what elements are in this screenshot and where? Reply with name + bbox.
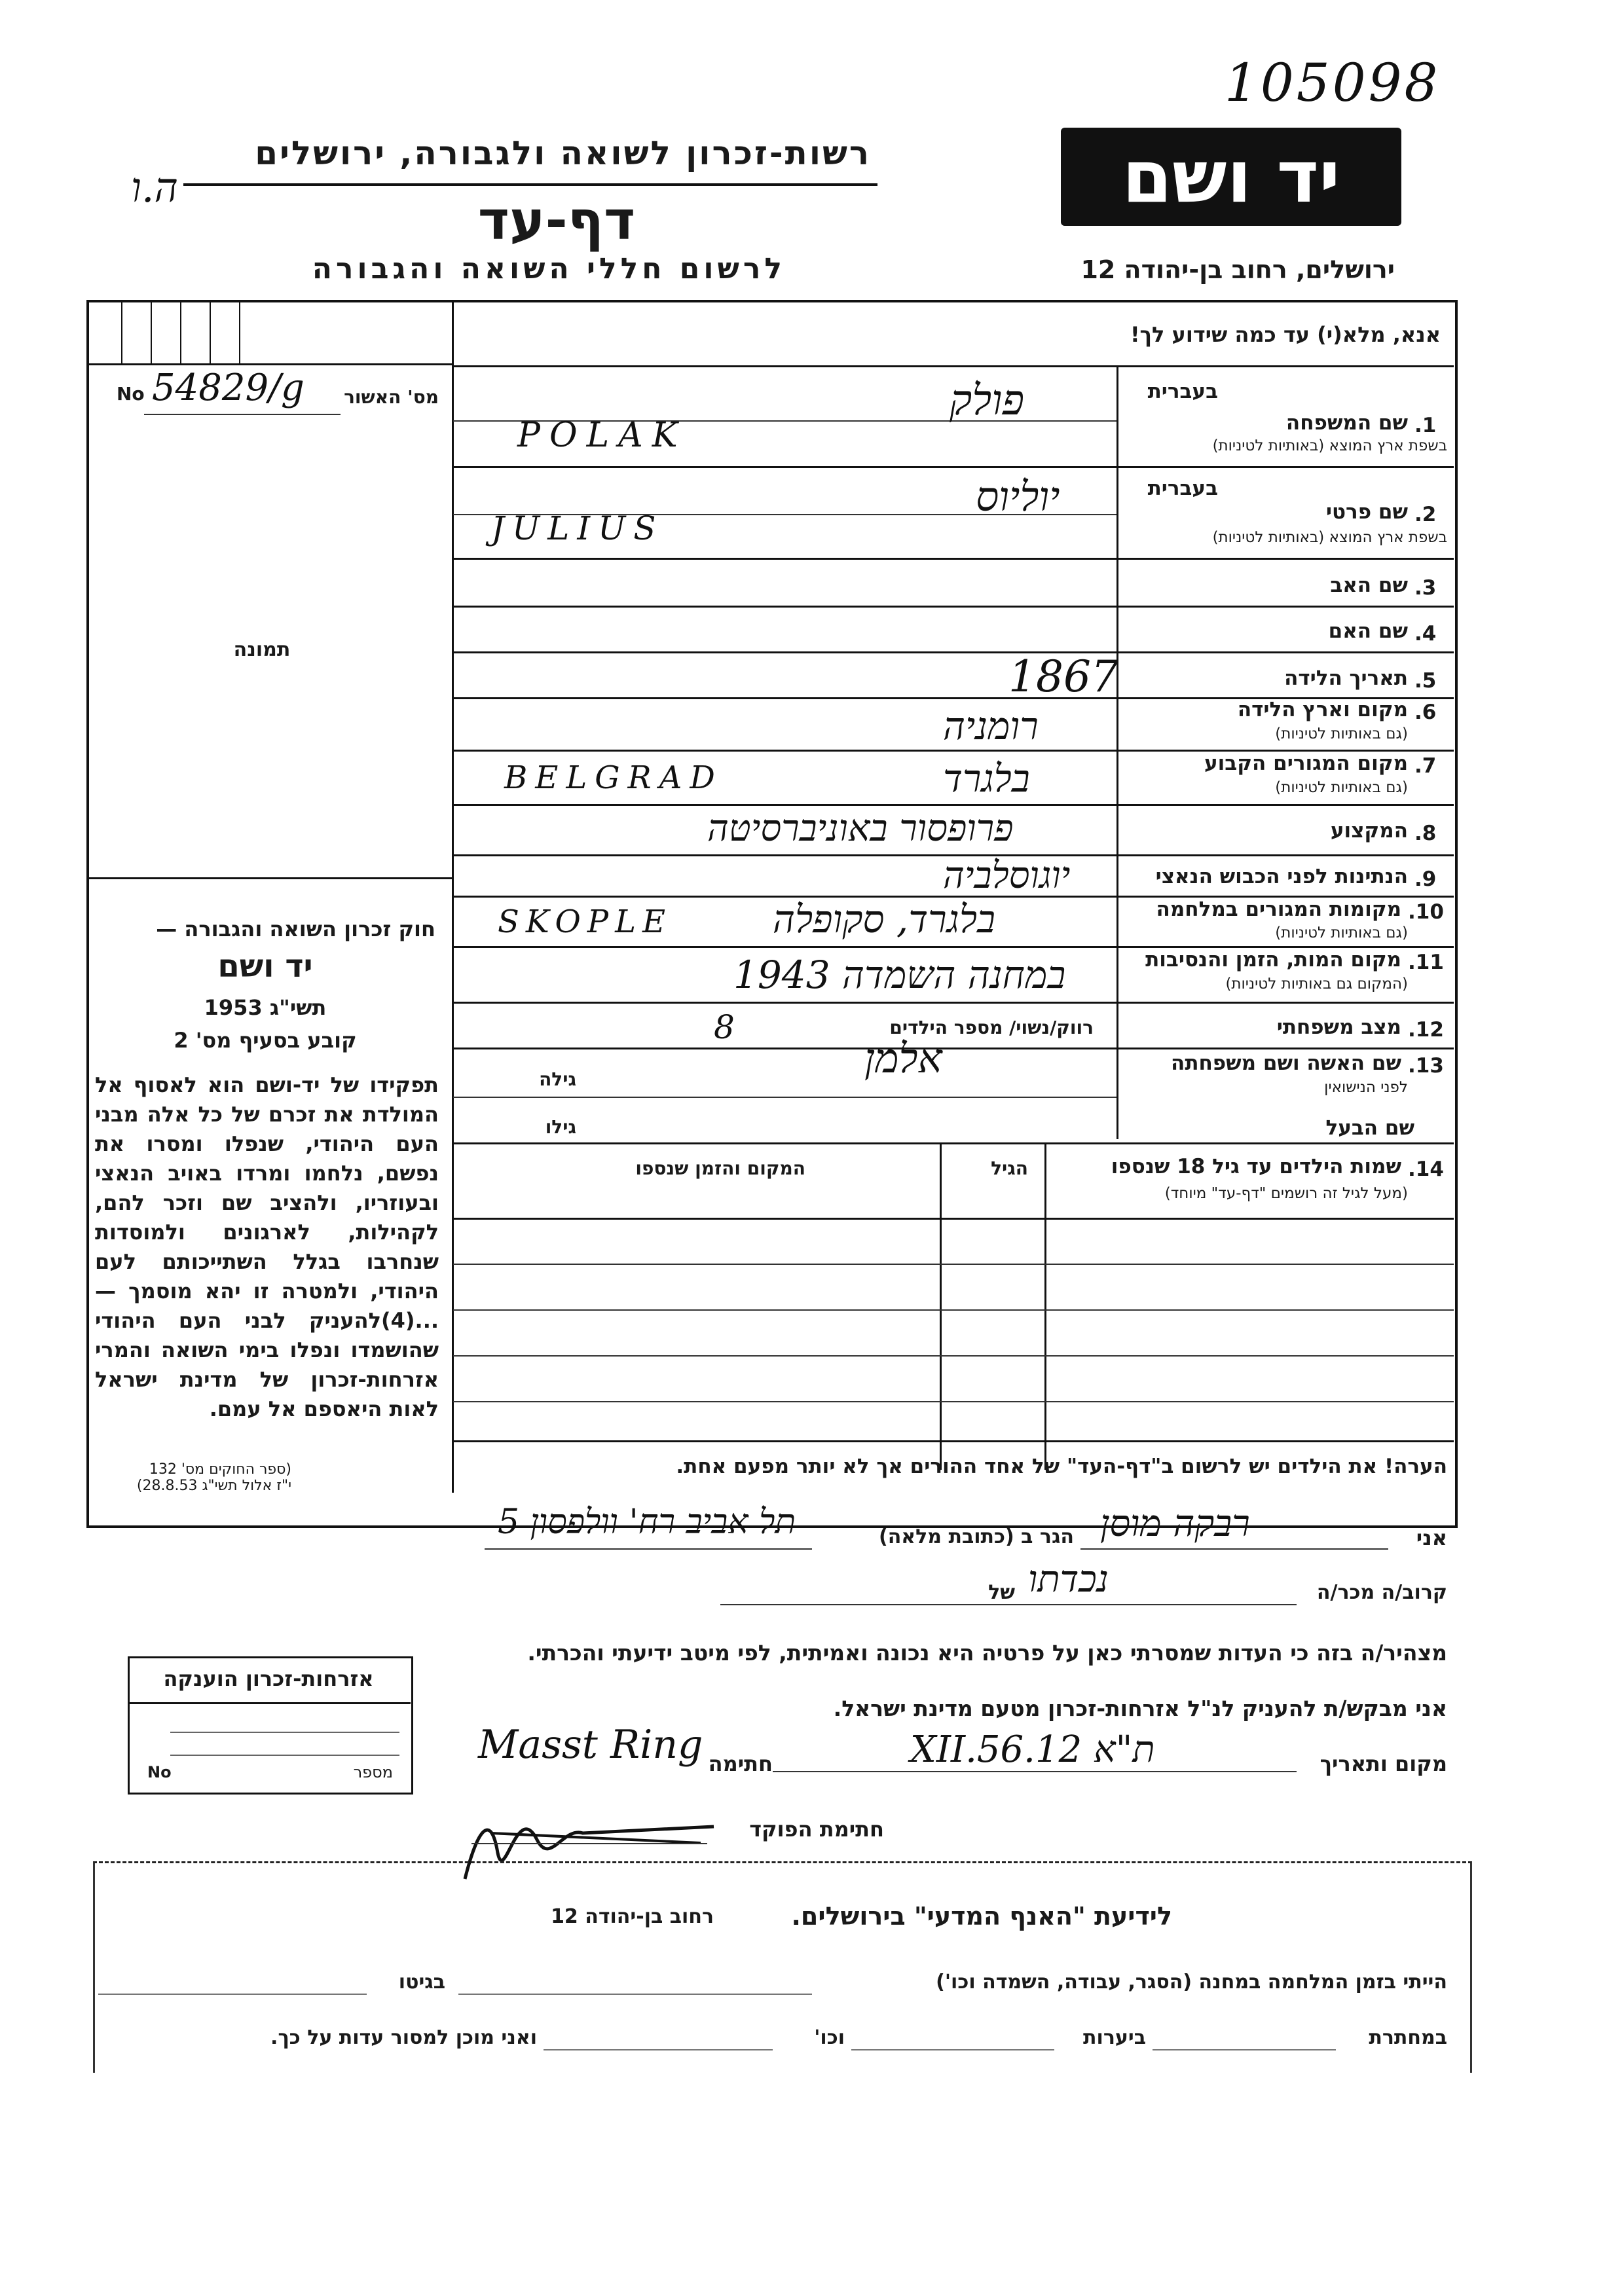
field6-value[interactable]: רומניה [943,704,1039,748]
signature-label: חתימה [708,1751,773,1776]
signature[interactable]: Masst Ring [478,1722,703,1768]
footer-underground: במחתרת [1369,2026,1447,2049]
field9-label: הנתינות לפני הכבוש הנאצי [1155,865,1408,888]
field1-label: שם המשפחה [1285,411,1408,435]
field12-options: רווק/נשוי/ מספר הילדים [889,1017,1094,1038]
footer-address: רחוב בן-יהודה 12 [551,1905,714,1928]
children-col-age: הגיל [991,1157,1028,1179]
decl-statement: מצהיר/ה בזה כי העדות שמסרתי כאן על פרטיה היא נכונה ואמיתית, לפי מיטב ידיעתי והכרתי. [527,1640,1447,1666]
header-address: ירושלים, רחוב בן-יהודה 12 [1080,255,1395,284]
yad-vashem-logo [1061,128,1401,226]
field12-label: מצב משפחתי [1276,1015,1401,1039]
decl-of-label: של [988,1581,1015,1604]
corner-mark: ה.ו [131,164,178,211]
field6-num: 6. [1414,701,1437,724]
field12-children-count[interactable]: 8 [714,1008,735,1046]
form-subtitle: לרשום חללי השואה והגבורה [312,252,786,285]
logo-text: יד ושם [1122,135,1340,219]
field14-note: (מעל לגיל זה רושמים "דף-עד" מיוחד) [1164,1185,1408,1202]
place-date-label: מקום ותאריך [1320,1751,1447,1776]
field9-value[interactable]: יוגוסלביה [943,854,1071,897]
field12-num: 12. [1408,1018,1444,1042]
field6-label: מקום וארץ הלידה [1237,698,1408,721]
footer-line1: הייתי בזמן המלחמה במחנה (הסגר, עבודה, השמדה וכו') [936,1971,1447,1994]
footer-etc: וכו' [814,2026,845,2049]
husband-label: שם הבעל [1325,1116,1414,1140]
field2-label: שם פרטי [1325,500,1408,524]
field8-num: 8. [1414,822,1437,845]
field4-num: 4. [1414,622,1437,646]
field7-note: (גם באותיות לטיניות) [1275,779,1408,796]
field1-hebrew-tag: בעברית [1147,380,1218,403]
field10-label: מקומות המגורים במלחמה [1156,898,1401,921]
field3-num: 3. [1414,576,1437,600]
footer-testimony: ואני מוכן למסור עדות על כך. [270,2026,537,2049]
officer-signature-label: חתימת הפוקד [749,1817,884,1842]
field2-hebrew-tag: בעברית [1147,477,1218,500]
law-body: תפקידו של יד-ושם הוא לאסוף אל המולדת את זכרם של כל אלה מבני העם היהודי, שנפלו ומסרו את נפשם, נלחמו ומרדו באויב הנאצי ובעוזריו, ולהציב שם וזכר להם, לקהילות, לארגונים ולמוסדות שנחרבו בגלל השתייכותם לעם היהודי, ולמטרה זו יהא מוסמך — ...(4)להעניק לבני העם היהודי שהושמדו ונפלו בימי השואה והמרי אזרחות-זכרון של מדינת ישראל לאות היאספם אל עמם. [95,1072,439,1421]
field13-label: שם האשה ושם משפחתה [1171,1051,1401,1075]
field1-num: 1. [1414,414,1437,437]
field2-value-latin[interactable]: JULIUS [491,509,664,547]
field1-value-hebrew[interactable]: פולק [950,376,1025,425]
field4-label: שם האם [1328,619,1408,643]
field13-value[interactable]: אלמן [864,1034,942,1082]
remark: הערה! את הילדים יש לרשום ב"דף-העד" של אחד ההורים אך לא יותר מפעם אחת. [676,1455,1447,1478]
place-date-value[interactable]: ת"א 12.XII.56 [910,1728,1155,1771]
law-year: תשי"ג 1953 [204,995,327,1020]
law-logo: יד ושם [217,948,313,985]
children-col-place: המקום והזמן שנספו [635,1157,805,1179]
field10-num: 10. [1408,900,1444,924]
field9-num: 9. [1414,867,1437,891]
field1-note: בשפת ארץ המוצא (באותיות לטיניות) [1212,437,1447,454]
field7-label: מקום המגורים הקבוע [1204,752,1408,775]
citizenship-number-label: מספר [353,1763,393,1781]
authority-title: רשות-זכרון לשואה ולגבורה, ירושלים [255,134,871,172]
decl-lives-label: הגר ב (כתובת מלאה) [878,1525,1074,1548]
form-title: דף-עד [477,190,636,252]
field6-note: (גם באותיות לטיניות) [1275,725,1408,742]
registration-label: מס' האשור [344,386,439,408]
citizenship-title: אזרחות-זכרון הוענקה [163,1666,374,1691]
footer-forests: ביערות [1083,2026,1146,2049]
field2-value-hebrew[interactable]: יוליוס [976,473,1060,520]
law-heading: חוק זכרון השואה והגבורה — [156,917,435,941]
authority-underline [183,183,877,186]
field2-num: 2. [1414,503,1437,526]
law-source: (ספר החוקים מס' 132 י"ז אלול תשי"ג 28.8.53) [136,1461,291,1494]
field11-value[interactable]: במחנה השמדה 1943 [733,953,1066,997]
citizenship-no: No [147,1763,172,1781]
decl-i-label: אני [1416,1525,1447,1550]
field1-value-latin[interactable]: POLAK [517,416,687,455]
decl-request: אני מבקש/ת להעניק לנ"ל אזרחות-זכרון מטעם מדינת ישראל. [833,1696,1447,1721]
field13-age-label: גילה [539,1068,576,1090]
field10-value-hebrew[interactable]: בלגרד, סקופלה [773,897,995,941]
field10-value-latin[interactable]: SKOPLE [498,903,673,940]
law-clause: קובע בסעיף מס' 2 [174,1028,357,1053]
field11-label: מקום המות, הזמן והנסיבות [1145,948,1401,972]
field2-note: בשפת ארץ המוצא (באותיות לטיניות) [1212,529,1447,546]
footer-ghetto: בגיטו [398,1971,445,1994]
field8-value[interactable]: פרופסור באוניברסיטה [707,807,1014,850]
registration-prefix: No [117,383,145,405]
field7-num: 7. [1414,754,1437,778]
footer-notice: לידיעת "האנף המדעי" בירושלים. [791,1902,1172,1931]
witness-address[interactable]: תל אביב רח' וולפסון 5 [498,1503,796,1542]
field8-label: המקצוע [1330,819,1408,843]
decl-relative-label: קרוב/ה מכר/ה [1316,1581,1447,1604]
field5-label: תאריך הלידה [1284,666,1408,690]
husband-age-label: גילו [545,1116,576,1138]
field11-note: (המקום גם באותיות לטיניות) [1225,975,1408,993]
registration-number: 54829/g [152,367,304,409]
archive-number: 105098 [1225,52,1441,113]
field5-num: 5. [1414,669,1437,693]
field14-label: שמות הילדים עד גיל 18 שנספו [1111,1155,1401,1178]
instruction: אנא, מלא(י) עד כמה שידוע לך! [1130,322,1441,347]
field13-num: 13. [1408,1054,1444,1078]
field5-value[interactable]: 1867 [1008,651,1118,702]
photo-label: תמונה [233,638,291,661]
field10-note: (גם באותיות לטיניות) [1275,924,1408,941]
field7-value-latin[interactable]: BELGRAD [504,759,723,796]
field3-label: שם האב [1330,574,1408,597]
field14-num: 14. [1408,1157,1444,1181]
relation-value[interactable]: נכדתו [1028,1558,1109,1601]
witness-name[interactable]: רבקה מוסן [1100,1503,1250,1545]
field7-value-hebrew[interactable]: בלגרד [943,756,1030,801]
field11-num: 11. [1408,951,1444,974]
field13-note: לפני הנישואין [1324,1079,1408,1096]
